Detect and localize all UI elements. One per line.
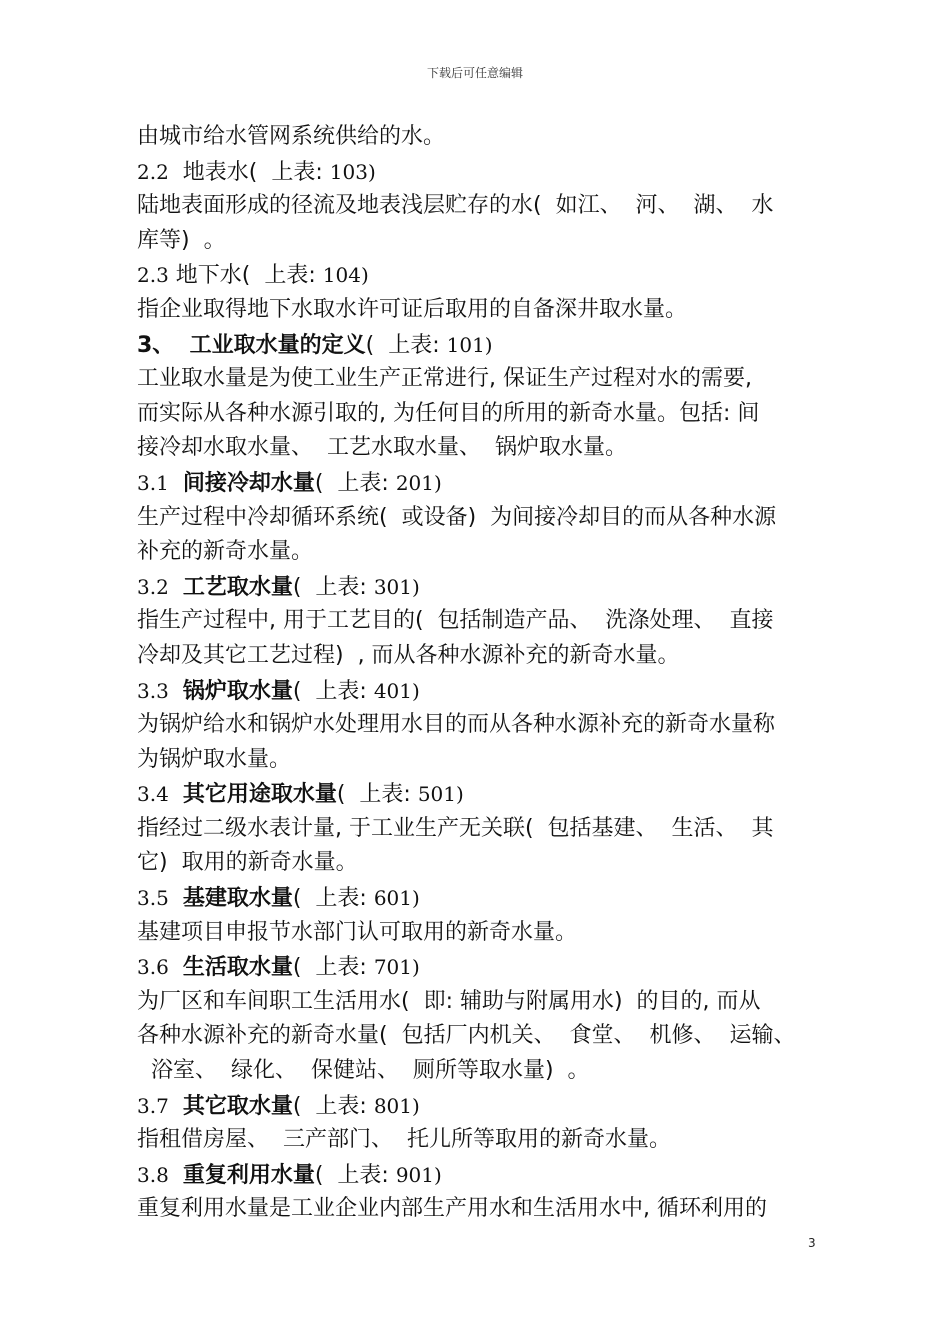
body-text: ( 上表:: [314, 1162, 396, 1188]
text-line: [137, 501, 827, 536]
body-text: ( 上表:: [292, 678, 374, 704]
body-text: 指租借房屋、 三产部门、 托儿所等取用的新奇水量。: [137, 1127, 671, 1153]
body-text: [169, 782, 183, 807]
bold-term: 间接冷却水量: [182, 470, 315, 496]
bold-term: 工艺取水量: [182, 574, 293, 600]
body-text: 由城市给水管网系统供给的水。: [137, 124, 446, 149]
body-text: 接冷却水取水量、 工艺水取水量、 锅炉取水量。: [137, 435, 627, 461]
body-text: 为锅炉取水量。: [137, 746, 292, 772]
body-text: 指企业取得地下水取水许可证后取用的自备深井取水量。: [137, 296, 688, 322]
text-line: [137, 674, 827, 709]
text-line: [137, 777, 827, 812]
number-text: 3.3: [137, 678, 169, 703]
number-text: 3.7: [137, 1093, 169, 1118]
text-line: [137, 120, 827, 155]
text-line: [137, 1054, 827, 1089]
page-number: 3: [808, 1236, 816, 1250]
number-text: 901): [395, 1162, 442, 1187]
body-text: 重复利用水量是工业企业内部生产用水和生活用水中, 循环利用的: [137, 1196, 767, 1222]
text-line: [137, 604, 827, 639]
body-text: 浴室、 绿化、 保健站、 厕所等取水量) 。: [137, 1058, 590, 1084]
text-line: [137, 743, 827, 778]
text-line: [137, 328, 827, 363]
text-line: [137, 1019, 827, 1054]
body-text: 生产过程中冷却循环系统( 或设备) 为间接冷却目的而从各种水源: [137, 504, 777, 530]
text-line: [137, 881, 827, 916]
body-text: 各种水源补充的新奇水量( 包括厂内机关、 食堂、 机修、 运输、: [137, 1023, 796, 1049]
text-line: [137, 916, 827, 951]
text-line: [137, 535, 827, 570]
number-text: 501): [417, 782, 464, 807]
body-text: 库等) 。: [137, 227, 226, 253]
body-text: ( 上表:: [314, 470, 396, 496]
number-text: 3.8: [137, 1162, 169, 1187]
text-line: [137, 846, 827, 881]
text-line: [137, 155, 827, 190]
page-header: 下载后可任意编辑: [426, 66, 523, 80]
number-text: 104): [322, 263, 369, 288]
body-text: [169, 679, 183, 704]
document-body: [137, 120, 827, 1227]
text-line: [137, 950, 827, 985]
text-line: [137, 1089, 827, 1124]
body-text: ( 上表:: [292, 1093, 374, 1119]
text-line: [137, 189, 827, 224]
bold-term: 3、 工业取水量的定义: [137, 332, 366, 358]
body-text: ( 上表:: [292, 574, 374, 600]
body-text: 陆地表面形成的径流及地表浅层贮存的水( 如江、 河、 湖、 水: [137, 193, 774, 219]
text-line: [137, 639, 827, 674]
body-text: [169, 575, 183, 600]
number-text: 3.4: [137, 782, 169, 807]
text-line: [137, 1123, 827, 1158]
body-text: 基建项目申报节水部门认可取用的新奇水量。: [137, 919, 578, 945]
body-text: [169, 1094, 183, 1119]
text-line: [137, 1192, 827, 1227]
text-line: [137, 1158, 827, 1193]
body-text: 它) 取用的新奇水量。: [137, 850, 358, 876]
body-text: 地表水( 上表:: [168, 159, 330, 185]
number-text: 103): [329, 159, 376, 184]
number-text: 401): [373, 678, 420, 703]
body-text: 补充的新奇水量。: [137, 539, 314, 565]
text-line: [137, 570, 827, 605]
body-text: 冷却及其它工艺过程) , 而从各种水源补充的新奇水量。: [137, 642, 680, 668]
body-text: [169, 471, 183, 496]
number-text: 101): [446, 332, 493, 357]
body-text: 指经过二级水表计量, 于工业生产无关联( 包括基建、 生活、 其: [137, 815, 774, 841]
number-text: 3.6: [137, 955, 169, 980]
bold-term: 基建取水量: [182, 886, 293, 912]
number-text: 701): [373, 955, 420, 980]
body-text: 而实际从各种水源引取的, 为任何目的所用的新奇水量。包括: 间: [137, 400, 760, 426]
text-line: [137, 812, 827, 847]
body-text: ( 上表:: [292, 886, 374, 912]
bold-term: 其它用途取水量: [182, 782, 337, 808]
number-text: 601): [373, 886, 420, 911]
text-line: [137, 293, 827, 328]
number-text: 2.2: [137, 159, 169, 184]
text-line: [137, 708, 827, 743]
text-line: [137, 224, 827, 259]
text-line: [137, 985, 827, 1020]
number-text: 3.2: [137, 574, 169, 599]
bold-term: 其它取水量: [182, 1093, 293, 1119]
number-text: 2.3: [137, 263, 169, 288]
text-line: [137, 362, 827, 397]
text-line: [137, 466, 827, 501]
body-text: [169, 955, 183, 980]
number-text: 3.1: [137, 470, 169, 495]
number-text: 801): [373, 1093, 420, 1118]
bold-term: 重复利用水量: [182, 1162, 315, 1188]
text-line: [137, 397, 827, 432]
bold-term: 生活取水量: [182, 955, 293, 981]
body-text: 地下水( 上表:: [168, 263, 323, 289]
body-text: 指生产过程中, 用于工艺目的( 包括制造产品、 洗涤处理、 直接: [137, 608, 774, 634]
body-text: ( 上表:: [336, 782, 418, 808]
body-text: ( 上表:: [365, 332, 447, 358]
body-text: 为锅炉给水和锅炉水处理用水目的而从各种水源补充的新奇水量称: [137, 712, 776, 738]
text-line: [137, 258, 827, 293]
body-text: 工业取水量是为使工业生产正常进行, 保证生产过程对水的需要,: [137, 366, 752, 392]
body-text: 为厂区和车间职工生活用水( 即: 辅助与附属用水) 的目的, 而从: [137, 988, 761, 1014]
number-text: 3.5: [137, 886, 169, 911]
number-text: 201): [395, 470, 442, 495]
body-text: [169, 1163, 183, 1188]
number-text: 301): [373, 574, 420, 599]
body-text: ( 上表:: [292, 955, 374, 981]
text-line: [137, 431, 827, 466]
body-text: [169, 886, 183, 911]
bold-term: 锅炉取水量: [182, 678, 293, 704]
